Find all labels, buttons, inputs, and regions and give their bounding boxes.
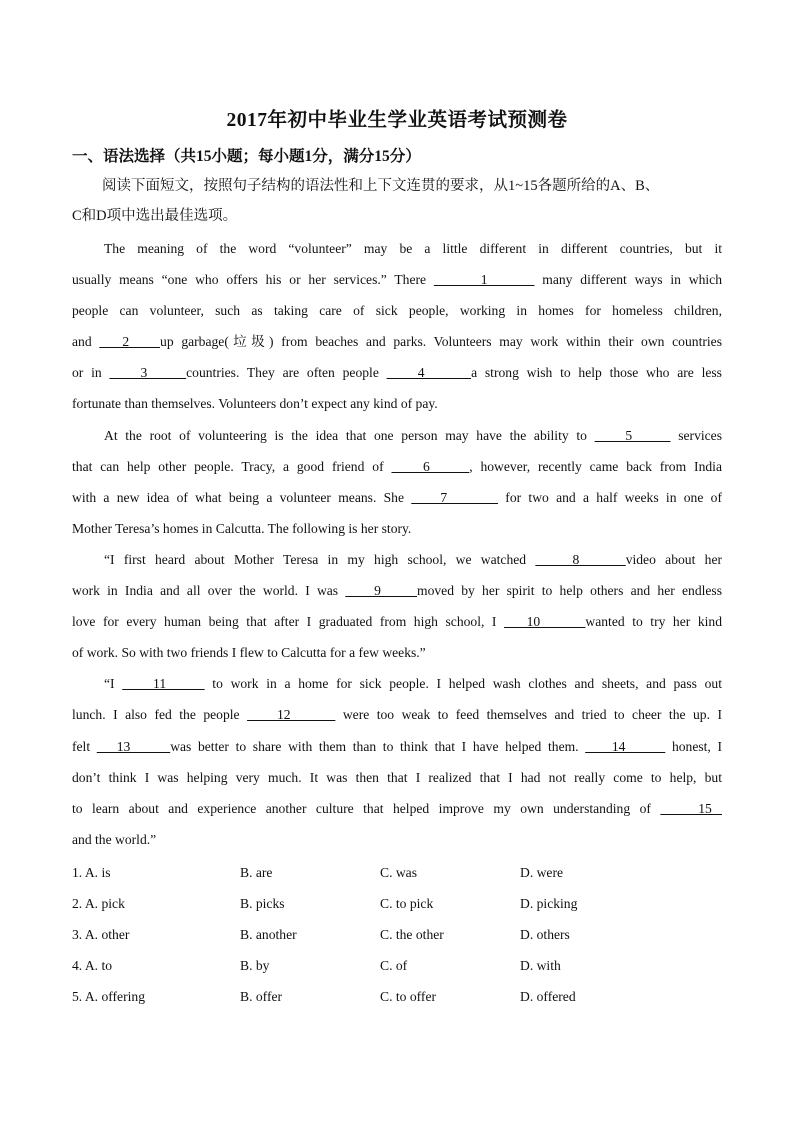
- passage-line: [72, 264, 722, 295]
- passage-text: were too weak to feed themselves and tried to cheer the up. I: [335, 707, 722, 723]
- passage-line: Mother Teresa’s homes in Calcutta. The following is her story.: [72, 520, 412, 536]
- passage-text: love for every human being that after I graduated from high school, I: [72, 614, 504, 630]
- passage-text: honest, I: [665, 738, 723, 754]
- option-choice: B. offer: [240, 989, 283, 1005]
- option-choice: C. of: [380, 958, 408, 974]
- answer-blank: 12: [247, 707, 336, 723]
- passage-text: lunch. I also fed the people: [72, 707, 248, 723]
- option-choice: C. to pick: [380, 896, 434, 912]
- passage-text: to work in a home for sick people. I helped wash clothes and sheets, and pass out: [204, 676, 722, 692]
- option-choice: C. to offer: [380, 989, 437, 1005]
- passage-text: that can help other people. Tracy, a good friend of: [72, 458, 392, 474]
- option-choice: 5. A. offering: [72, 989, 145, 1005]
- answer-blank: 10: [504, 614, 586, 630]
- answer-blank: 3: [109, 365, 187, 381]
- passage-line: [72, 575, 722, 606]
- passage-text: , however, recently came back from India: [469, 458, 722, 474]
- instructions: [72, 171, 732, 231]
- option-choice: 4. A. to: [72, 958, 113, 974]
- passage-line: [72, 482, 722, 513]
- passage-line: people can volunteer, such as taking care of sick people, working in homes for homeless children,: [72, 303, 722, 319]
- passage-line: [72, 420, 722, 451]
- option-choice: D. with: [520, 958, 561, 974]
- option-row: [72, 857, 732, 888]
- option-choice: D. offered: [520, 989, 576, 1005]
- option-choice: B. are: [240, 865, 273, 880]
- passage-line: [72, 326, 722, 357]
- answer-blank: 7: [411, 489, 499, 505]
- passage-line: [72, 699, 722, 730]
- option-row: [72, 888, 732, 919]
- passage-line: of work. So with two friends I flew to Calcutta for a few weeks.”: [72, 645, 426, 661]
- passage-text: a strong wish to help those who are less: [471, 365, 722, 381]
- option-choice: 2. A. pick: [72, 896, 125, 912]
- passage-line: and the world.”: [72, 831, 157, 847]
- option-row: [72, 919, 732, 950]
- option-choice: C. the other: [380, 927, 444, 943]
- passage-text: “I first heard about Mother Teresa in my high school, we watched: [104, 551, 536, 567]
- passage-text: many different ways in which: [534, 272, 723, 288]
- option-choice: D. picking: [520, 896, 578, 912]
- answer-blank: 5: [594, 427, 671, 443]
- passage-text: and: [72, 334, 100, 350]
- passage-text: services: [670, 427, 722, 443]
- answer-blank: 11: [122, 676, 205, 692]
- passage-text: “I: [104, 676, 123, 692]
- answer-blank: 1: [433, 272, 535, 288]
- passage-line: The meaning of the word “volunteer” may be a little different in different countries, but it: [104, 241, 722, 256]
- option-choice: 3. A. other: [72, 927, 130, 943]
- passage-text: or in: [72, 365, 110, 381]
- answer-blank: 6: [391, 458, 470, 474]
- passage-line: [72, 668, 722, 699]
- answer-blank: 13: [96, 738, 171, 754]
- answer-blank: 15: [660, 800, 722, 816]
- answer-blank: 9: [345, 583, 418, 599]
- answer-blank: 14: [585, 738, 666, 754]
- answer-options: [72, 857, 732, 1012]
- option-choice: D. others: [520, 927, 570, 943]
- passage-line: [72, 606, 722, 637]
- passage-text: was better to share with them than to think that I have helped them.: [170, 738, 586, 754]
- passage-text: At the root of volunteering is the idea that one person may have the ability to: [104, 427, 595, 443]
- passage-text: work in India and all over the world. I was: [72, 583, 346, 599]
- passage-line: [72, 451, 722, 482]
- section-heading: 一、语法选择（共15小题；每小题1分，满分15分）: [72, 148, 421, 165]
- passage-text: for two and a half weeks in one of: [498, 489, 722, 505]
- passage-line: fortunate than themselves. Volunteers don’t expect any kind of pay.: [72, 396, 438, 412]
- answer-blank: 2: [99, 334, 161, 350]
- passage-text: moved by her spirit to help others and her endless: [417, 583, 723, 599]
- passage-line: [72, 793, 722, 824]
- option-choice: 1. A. is: [72, 865, 111, 880]
- option-row: [72, 981, 732, 1012]
- passage-text: felt: [72, 738, 97, 754]
- passage-line: don’t think I was helping very much. It was then that I realized that I had not really come to help, but: [72, 769, 722, 785]
- exam-title: 2017年初中毕业生学业英语考试预测卷: [226, 110, 568, 131]
- passage-line: [72, 731, 722, 762]
- passage-text: up garbage(垃圾) from beaches and parks. Volunteers may work within their own countries: [160, 334, 722, 350]
- answer-blank: 8: [535, 551, 626, 567]
- answer-blank: 4: [386, 365, 472, 381]
- instructions-line-1: 阅读下面短文，按照句子结构的语法性和上下文连贯的要求，从1~15各题所给的A、B、: [102, 178, 660, 194]
- option-choice: C. was: [380, 865, 418, 880]
- passage-line: [72, 544, 722, 575]
- passage-text: video about her: [625, 551, 723, 567]
- reading-passage: [72, 233, 722, 855]
- passage-text: wanted to try her kind: [585, 614, 722, 630]
- option-row: [72, 950, 732, 981]
- option-choice: B. another: [240, 927, 297, 943]
- option-choice: B. by: [240, 958, 270, 974]
- paragraph-1: [72, 233, 722, 420]
- option-choice: D. were: [520, 865, 564, 880]
- instructions-line-2: C和D项中选出最佳选项。: [72, 208, 238, 224]
- passage-text: countries. They are often people: [186, 365, 387, 381]
- option-choice: B. picks: [240, 896, 285, 912]
- passage-text: to learn about and experience another culture that helped improve my own understanding of: [72, 800, 661, 816]
- paragraph-2: [72, 420, 722, 544]
- paragraph-4: [72, 668, 722, 855]
- passage-line: [72, 357, 722, 388]
- passage-text: usually means “one who offers his or her services.” There: [72, 272, 434, 288]
- paragraph-3: [72, 544, 722, 668]
- passage-text: with a new idea of what being a volunteer means. She: [72, 489, 412, 505]
